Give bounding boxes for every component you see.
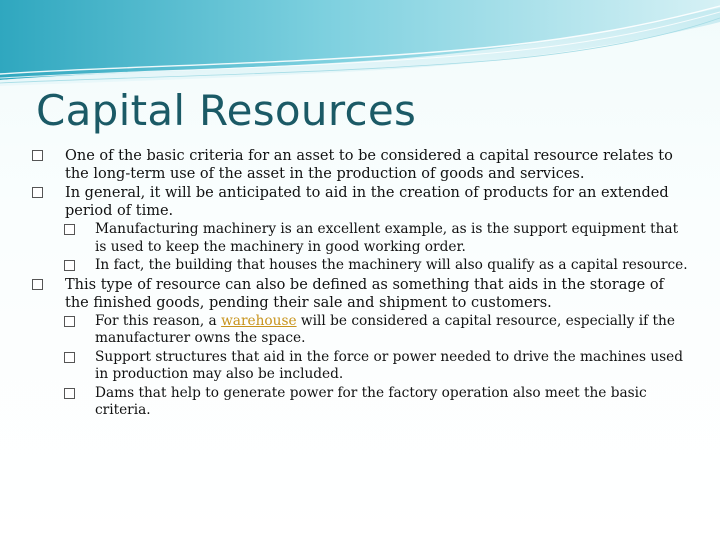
sub-bullet-item — [30, 313, 690, 348]
bullet-list — [30, 146, 690, 420]
bullet-text: In general, it will be anticipated to aid in the creation of products for an extended period of time. — [65, 185, 669, 219]
bullet-text-after-link: will be considered a capital resource, especially if the manufacturer owns the space. — [95, 312, 675, 346]
header-wave-decoration — [0, 0, 720, 95]
slide-title: Capital Resources — [36, 86, 417, 135]
bullet-text: One of the basic criteria for an asset to be considered a capital resource relates to the long-term use of the asset in the production of goods and services. — [65, 148, 673, 182]
square-bullet-icon — [64, 224, 75, 235]
bullet-item — [30, 147, 690, 183]
bullet-text-before-link: For this reason, a — [95, 312, 222, 329]
sub-bullet-item — [30, 349, 690, 384]
bullet-item — [30, 184, 690, 220]
square-bullet-icon — [64, 316, 75, 327]
bullet-text: Manufacturing machinery is an excellent example, as is the support equipment that is used to keep the machinery in good working order. — [95, 221, 679, 255]
warehouse-link[interactable]: warehouse — [221, 312, 297, 329]
sub-bullet-item — [30, 257, 690, 275]
sub-bullet-item — [30, 385, 690, 420]
square-bullet-icon — [32, 279, 43, 290]
square-bullet-icon — [64, 388, 75, 399]
sub-bullet-item — [30, 221, 690, 256]
square-bullet-icon — [64, 352, 75, 363]
bullet-text: Dams that help to generate power for the factory operation also meet the basic criteria. — [95, 384, 647, 418]
bullet-item — [30, 276, 690, 312]
bullet-text: In fact, the building that houses the machinery will also qualify as a capital resource. — [95, 257, 688, 273]
bullet-text: This type of resource can also be defined as something that aids in the storage of the finished goods, pending their sale and shipment to customers. — [65, 276, 664, 311]
bullet-text: Support structures that aid in the force or power needed to drive the machines used in production may also be included. — [95, 348, 684, 382]
square-bullet-icon — [32, 187, 43, 198]
square-bullet-icon — [32, 150, 43, 161]
square-bullet-icon — [64, 260, 75, 271]
